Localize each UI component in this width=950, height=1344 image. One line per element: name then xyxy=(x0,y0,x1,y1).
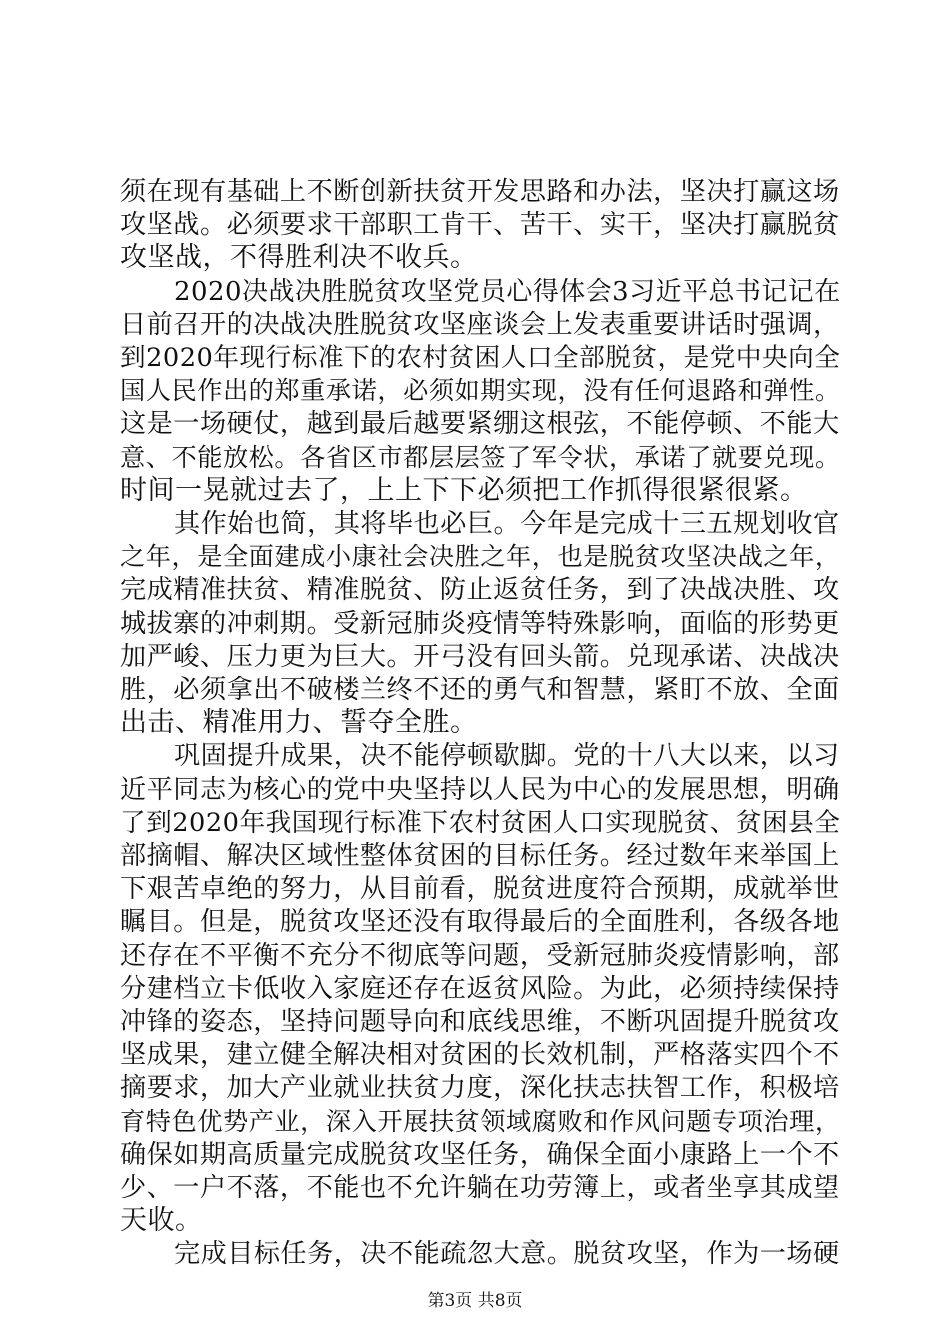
text-line: 完成目标任务，决不能疏忽大意。脱贫攻坚，作为一场硬 xyxy=(174,1239,840,1270)
text-line: 摘要求，加大产业就业扶贫力度，深化扶志扶智工作，积极培 xyxy=(120,1073,840,1104)
text-line: 攻坚战。必须要求干部职工肯干、苦干、实干，坚决打赢脱贫 xyxy=(120,210,840,241)
text-line: 2020决战决胜脱贫攻坚党员心得体会3习近平总书记记在 xyxy=(174,276,841,307)
text-line: 冲锋的姿态，坚持问题导向和底线思维，不断巩固提升脱贫攻 xyxy=(120,1007,840,1037)
text-line: 其作始也简，其将毕也必巨。今年是完成十三五规划收官 xyxy=(174,509,840,539)
text-line: 之年，是全面建成小康社会决胜之年，也是脱贫攻坚决战之年， xyxy=(120,542,841,572)
text-line: 近平同志为核心的党中央坚持以人民为中心的发展思想，明确 xyxy=(120,774,840,805)
text-line: 国人民作出的郑重承诺，必须如期实现，没有任何退路和弹性。 xyxy=(120,376,841,406)
text-line: 部摘帽、解决区域性整体贫困的目标任务。经过数年来举国上 xyxy=(120,841,840,871)
text-line: 到2020年现行标准下的农村贫困人口全部脱贫，是党中央向全 xyxy=(120,343,841,373)
text-line: 时间一晃就过去了，上上下下必须把工作抓得很紧很紧。 xyxy=(120,474,808,506)
text-line: 攻坚战，不得胜利决不收兵。 xyxy=(120,242,478,274)
text-line: 巩固提升成果，决不能停顿歇脚。党的十八大以来，以习 xyxy=(174,741,840,772)
text-line: 意、不能放松。各省区市都层层签了军令状，承诺了就要兑现。 xyxy=(120,442,841,472)
text-line: 坚成果，建立健全解决相对贫困的长效机制，严格落实四个不 xyxy=(120,1040,840,1071)
text-line: 下艰苦卓绝的努力，从目前看，脱贫进度符合预期，成就举世 xyxy=(120,874,840,905)
text-line: 育特色优势产业，深入开展扶贫领域腐败和作风问题专项治理， xyxy=(120,1106,841,1136)
text-line: 确保如期高质量完成脱贫攻坚任务，确保全面小康路上一个不 xyxy=(120,1139,840,1170)
text-line: 加严峻、压力更为巨大。开弓没有回头箭。兑现承诺、决战决 xyxy=(120,641,840,672)
text-line: 城拔寨的冲刺期。受新冠肺炎疫情等特殊影响，面临的形势更 xyxy=(120,608,840,639)
text-line: 日前召开的决战决胜脱贫攻坚座谈会上发表重要讲话时强调， xyxy=(120,309,840,340)
text-line: 这是一场硬仗，越到最后越要紧绷这根弦，不能停顿、不能大 xyxy=(120,409,840,440)
text-line: 出击、精准用力、誓夺全胜。 xyxy=(120,707,478,739)
text-line: 还存在不平衡不充分不彻底等问题，受新冠肺炎疫情影响，部 xyxy=(120,940,840,971)
text-line: 完成精准扶贫、精准脱贫、防止返贫任务，到了决战决胜、攻 xyxy=(120,575,840,606)
text-line: 瞩目。但是，脱贫攻坚还没有取得最后的全面胜利，各级各地 xyxy=(120,907,840,938)
text-line: 天收。 xyxy=(120,1205,203,1237)
text-line: 少、一户不落，不能也不允许躺在功劳簿上，或者坐享其成望 xyxy=(120,1173,840,1203)
text-line: 分建档立卡低收入家庭还存在返贫风险。为此，必须持续保持 xyxy=(120,973,840,1004)
text-line: 了到2020年我国现行标准下农村贫困人口实现脱贫、贫困县全 xyxy=(120,807,841,838)
text-line: 胜，必须拿出不破楼兰终不还的勇气和智慧，紧盯不放、全面 xyxy=(120,675,840,705)
text-line: 须在现有基础上不断创新扶贫开发思路和办法，坚决打赢这场 xyxy=(120,177,840,207)
page-footer: 第3页 共8页 xyxy=(427,1291,523,1311)
